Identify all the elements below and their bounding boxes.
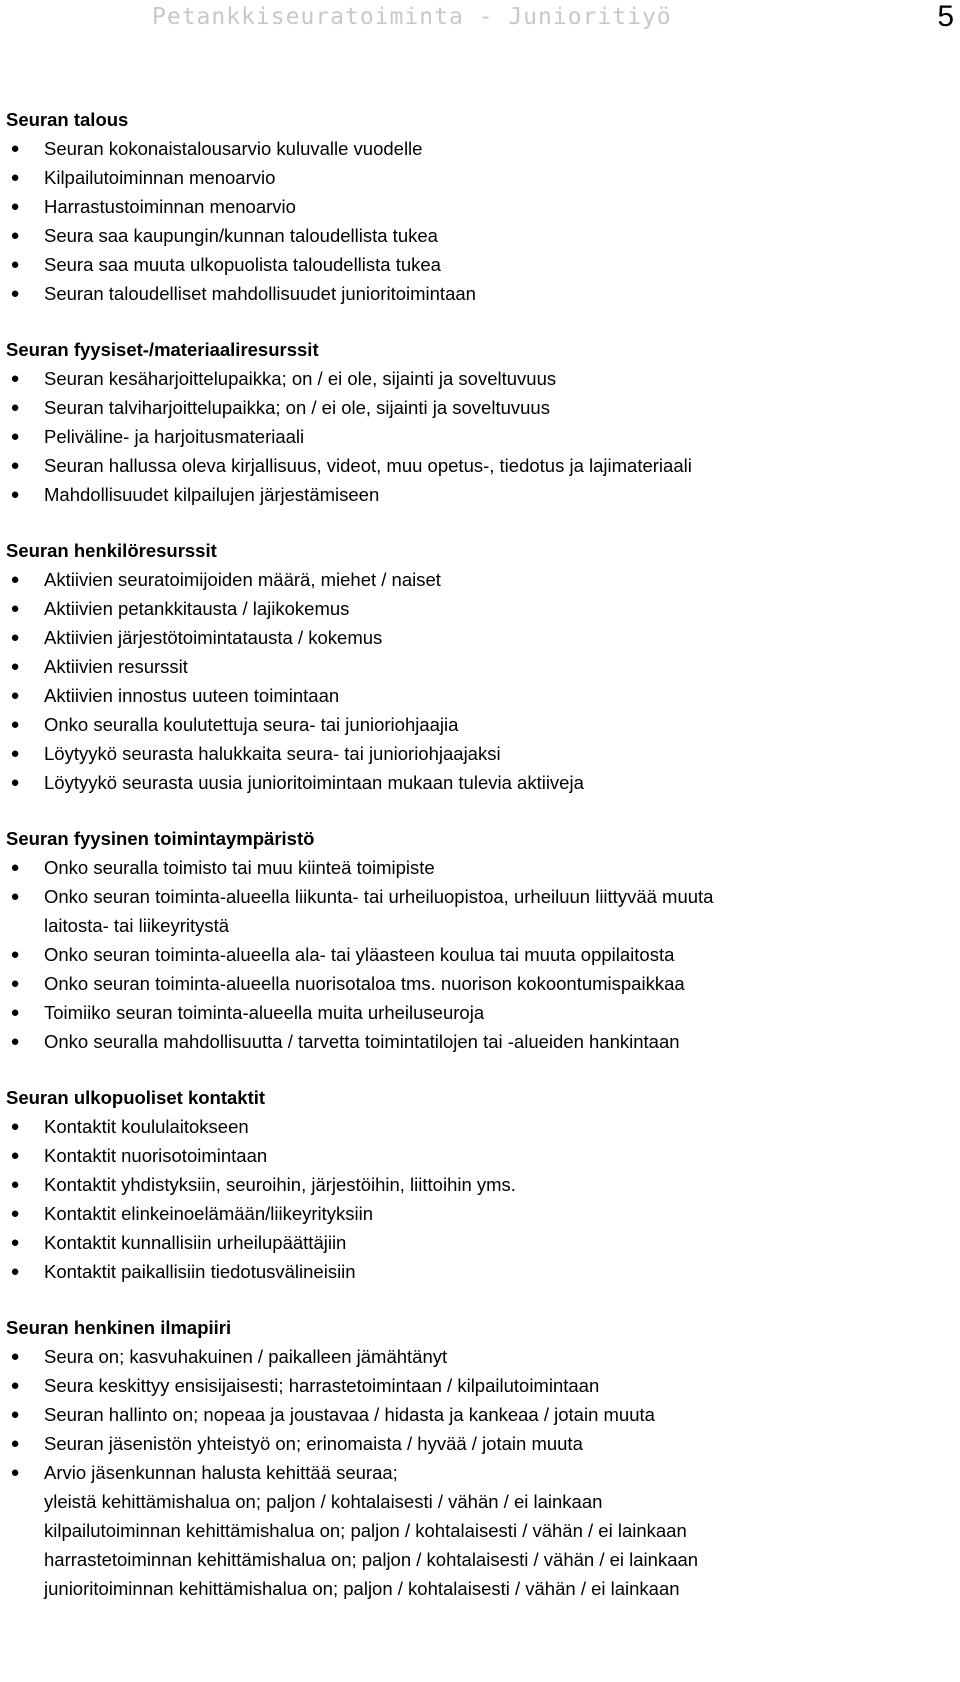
bullet-icon: ● [10, 600, 20, 617]
list-item [6, 1027, 956, 1056]
list-item [6, 250, 956, 279]
list-item-text: Seura keskittyy ensisijaisesti; harrastetoimintaan / kilpailutoimintaan [44, 1375, 600, 1396]
bullet-icon: ● [10, 198, 20, 215]
bullet-icon: ● [10, 1377, 20, 1394]
list-item [6, 480, 956, 509]
bullet-icon: ● [10, 1464, 20, 1481]
running-header-title: Petankkiseuratoiminta - Junioritiyö [152, 4, 672, 30]
list-item-text: Onko seuralla mahdollisuutta / tarvetta toimintatilojen tai -alueiden hankintaan [44, 1031, 680, 1052]
section-heading: Seuran ulkopuoliset kontaktit [6, 1087, 266, 1108]
list-item [6, 1458, 956, 1603]
bullet-icon: ● [10, 1176, 20, 1193]
list-item [6, 1429, 956, 1458]
list-item-text: Löytyykö seurasta halukkaita seura- tai junioriohjaajaksi [44, 743, 501, 764]
bullet-icon: ● [10, 975, 20, 992]
list-item [6, 1342, 956, 1371]
list-item-text: Aktiivien resurssit [44, 656, 188, 677]
list-item [6, 1141, 956, 1170]
bullet-icon: ● [10, 745, 20, 762]
document-section [6, 106, 956, 308]
bullet-icon: ● [10, 169, 20, 186]
list-item [6, 739, 956, 768]
list-item [6, 1228, 956, 1257]
page-header [0, 0, 960, 40]
list-item-text: Seuran kesäharjoittelupaikka; on / ei ole, sijainti ja soveltuvuus [44, 368, 557, 389]
list-item-text: Seuran kokonaistalousarvio kuluvalle vuodelle [44, 138, 423, 159]
list-item-text: Aktiivien petankkitausta / lajikokemus [44, 598, 350, 619]
bullet-icon: ● [10, 256, 20, 273]
bullet-icon: ● [10, 428, 20, 445]
bullet-list [6, 134, 956, 308]
section-heading: Seuran fyysinen toimintaympäristö [6, 828, 315, 849]
list-item-text: Seuran taloudelliset mahdollisuudet junioritoimintaan [44, 283, 476, 304]
bullet-icon: ● [10, 774, 20, 791]
bullet-icon: ● [10, 1348, 20, 1365]
document-section [6, 537, 956, 797]
list-item-text: Aktiivien järjestötoimintatausta / kokemus [44, 627, 383, 648]
list-item-text: Onko seuralla koulutettuja seura- tai junioriohjaajia [44, 714, 459, 735]
bullet-icon: ● [10, 1234, 20, 1251]
list-item-text: Aktiivien seuratoimijoiden määrä, miehet / naiset [44, 569, 441, 590]
list-item [6, 1112, 956, 1141]
bullet-icon: ● [10, 1406, 20, 1423]
list-item-text: Onko seuran toiminta-alueella ala- tai yläasteen koulua tai muuta oppilaitosta [44, 944, 675, 965]
list-item [6, 451, 956, 480]
list-item [6, 192, 956, 221]
list-item [6, 710, 956, 739]
bullet-icon: ● [10, 1263, 20, 1280]
list-item [6, 134, 956, 163]
list-item-text: Seura saa kaupungin/kunnan taloudellista tukea [44, 225, 438, 246]
bullet-icon: ● [10, 140, 20, 157]
bullet-icon: ● [10, 629, 20, 646]
bullet-icon: ● [10, 370, 20, 387]
list-item [6, 1371, 956, 1400]
list-item-text: Peliväline- ja harjoitusmateriaali [44, 426, 305, 447]
section-heading: Seuran henkilöresurssit [6, 540, 217, 561]
list-item-text: Seura saa muuta ulkopuolista taloudellista tukea [44, 254, 441, 275]
bullet-icon: ● [10, 227, 20, 244]
list-item-text: Seuran hallussa oleva kirjallisuus, videot, muu opetus-, tiedotus ja lajimateriaali [44, 455, 692, 476]
list-item [6, 882, 956, 940]
bullet-icon: ● [10, 687, 20, 704]
list-item-text: Kontaktit koululaitokseen [44, 1116, 249, 1137]
list-item [6, 163, 956, 192]
list-item-text: Onko seuran toiminta-alueella liikunta- tai urheiluopistoa, urheiluun liittyvää muuta [44, 886, 714, 907]
list-item-text: Seuran talviharjoittelupaikka; on / ei ole, sijainti ja soveltuvuus [44, 397, 550, 418]
list-item-text: yleistä kehittämishalua on; paljon / kohtalaisesti / vähän / ei lainkaan [44, 1491, 603, 1512]
bullet-icon: ● [10, 1118, 20, 1135]
section-heading: Seuran henkinen ilmapiiri [6, 1317, 232, 1338]
section-heading: Seuran talous [6, 109, 129, 130]
list-item-text: Seuran jäsenistön yhteistyö on; erinomaista / hyvää / jotain muuta [44, 1433, 583, 1454]
bullet-icon: ● [10, 571, 20, 588]
list-item [6, 594, 956, 623]
list-item [6, 998, 956, 1027]
list-item-text: Löytyykö seurasta uusia junioritoimintaan mukaan tulevia aktiiveja [44, 772, 584, 793]
list-item-text: Mahdollisuudet kilpailujen järjestämiseen [44, 484, 380, 505]
bullet-icon: ● [10, 946, 20, 963]
bullet-icon: ● [10, 1033, 20, 1050]
bullet-list [6, 364, 956, 509]
bullet-icon: ● [10, 399, 20, 416]
bullet-list [6, 853, 956, 1056]
list-item-text: Aktiivien innostus uuteen toimintaan [44, 685, 340, 706]
bullet-list [6, 565, 956, 797]
bullet-list [6, 1342, 956, 1603]
list-item [6, 393, 956, 422]
list-item-text: Harrastustoiminnan menoarvio [44, 196, 296, 217]
list-item-text: Seuran hallinto on; nopeaa ja joustavaa / hidasta ja kankeaa / jotain muuta [44, 1404, 655, 1425]
bullet-icon: ● [10, 457, 20, 474]
document-section [6, 1084, 956, 1286]
bullet-icon: ● [10, 1004, 20, 1021]
list-item [6, 1199, 956, 1228]
list-item-text: Toimiiko seuran toiminta-alueella muita urheiluseuroja [44, 1002, 485, 1023]
list-item [6, 1257, 956, 1286]
list-item [6, 768, 956, 797]
list-item-text: Kontaktit nuorisotoimintaan [44, 1145, 268, 1166]
list-item [6, 221, 956, 250]
list-item [6, 623, 956, 652]
list-item-text: Kontaktit paikallisiin tiedotusvälineisiin [44, 1261, 356, 1282]
list-item [6, 422, 956, 451]
list-item-text: Arvio jäsenkunnan halusta kehittää seuraa; [44, 1462, 398, 1483]
list-item-text: Seura on; kasvuhakuinen / paikalleen jämähtänyt [44, 1346, 448, 1367]
bullet-icon: ● [10, 716, 20, 733]
section-heading: Seuran fyysiset-/materiaaliresurssit [6, 339, 319, 360]
bullet-icon: ● [10, 285, 20, 302]
list-item [6, 853, 956, 882]
list-item [6, 940, 956, 969]
bullet-list [6, 1112, 956, 1286]
bullet-icon: ● [10, 1147, 20, 1164]
document-body [6, 106, 956, 1603]
bullet-icon: ● [10, 1435, 20, 1452]
list-item [6, 652, 956, 681]
bullet-icon: ● [10, 888, 20, 905]
page-number: 5 [937, 0, 954, 33]
list-item-text: Onko seuralla toimisto tai muu kiinteä toimipiste [44, 857, 435, 878]
bullet-icon: ● [10, 658, 20, 675]
document-section [6, 1314, 956, 1603]
bullet-icon: ● [10, 1205, 20, 1222]
list-item-text: laitosta- tai liikeyritystä [44, 915, 230, 936]
list-item [6, 279, 956, 308]
list-item-text: junioritoiminnan kehittämishalua on; paljon / kohtalaisesti / vähän / ei lainkaan [44, 1578, 680, 1599]
bullet-icon: ● [10, 486, 20, 503]
list-item [6, 364, 956, 393]
list-item [6, 565, 956, 594]
list-item [6, 681, 956, 710]
list-item [6, 1400, 956, 1429]
list-item-text: harrastetoiminnan kehittämishalua on; paljon / kohtalaisesti / vähän / ei lainkaan [44, 1549, 699, 1570]
list-item-text: Kilpailutoiminnan menoarvio [44, 167, 276, 188]
list-item [6, 969, 956, 998]
list-item-text: Kontaktit kunnallisiin urheilupäättäjiin [44, 1232, 347, 1253]
list-item [6, 1170, 956, 1199]
document-section [6, 336, 956, 509]
list-item-text: Onko seuran toiminta-alueella nuorisotaloa tms. nuorison kokoontumispaikkaa [44, 973, 685, 994]
list-item-text: kilpailutoiminnan kehittämishalua on; paljon / kohtalaisesti / vähän / ei lainkaan [44, 1520, 687, 1541]
list-item-text: Kontaktit elinkeinoelämään/liikeyrityksiin [44, 1203, 374, 1224]
list-item-text: Kontaktit yhdistyksiin, seuroihin, järjestöihin, liittoihin yms. [44, 1174, 516, 1195]
bullet-icon: ● [10, 859, 20, 876]
document-section [6, 825, 956, 1056]
